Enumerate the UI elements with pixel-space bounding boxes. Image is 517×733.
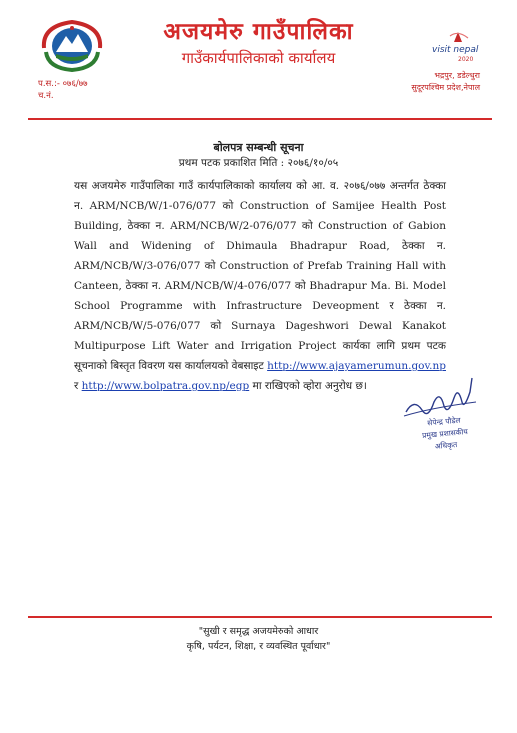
patra-sankhya: प.स.:- ०७६/७७ (38, 79, 88, 89)
footer-motto (0, 624, 517, 654)
office-subtitle: गाउँकार्यपालिकाको कार्यालय (181, 49, 336, 67)
visit-nepal-text: visit nepal (432, 45, 479, 55)
signatory-role: प्रमुख प्रशासकीय अधिकृत (421, 427, 469, 451)
signatory-name: सेपेन्द्र पौडेल (426, 415, 461, 428)
address-block (380, 70, 480, 94)
address-line-2: सुदूरपश्चिम प्रदेश,नेपाल (411, 83, 480, 92)
office-title: अजयमेरु गाउँपालिका (163, 19, 354, 45)
motto-line-1: "सुखी र समृद्ध अजयमेरुको आधार (198, 626, 319, 637)
signatory-block (409, 413, 482, 455)
address-line-1: भद्रपुर, डडेल्धुरा (434, 71, 480, 80)
header-divider (28, 118, 492, 120)
publish-date: प्रथम पटक प्रकाशित मिति : २०७६/१०/०५ (178, 157, 339, 169)
motto-line-2: कृषि, पर्यटन, शिक्षा, र व्यवस्थित पूर्वाधार" (186, 641, 331, 652)
website-link-ajayameru[interactable]: http://www.ajayamerumun.gov.np (267, 360, 446, 372)
chalani-number: च.नं. (38, 91, 54, 101)
visit-nepal-year: 2020 (458, 56, 474, 63)
notice-heading: बोलपत्र सम्बन्धी सूचना (213, 141, 304, 154)
notice-body (74, 176, 446, 396)
reference-block (38, 78, 88, 102)
website-link-bolpatra[interactable]: http://www.bolpatra.gov.np/egp (81, 380, 250, 392)
closing-text: मा राखिएको व्होरा अनुरोध छ। (252, 380, 367, 392)
visit-nepal-icon (428, 28, 488, 66)
footer-divider (28, 616, 492, 618)
connector-text: र (74, 380, 79, 392)
visit-nepal-logo (428, 28, 488, 66)
notice-body-text: यस अजयमेरु गाउँपालिका गाउँ कार्यपालिकाको कार्यालय को आ. व. २०७६/०७७ अन्तर्गत ठेक्का न. ARM/NCB/W/1-076/077 को Construction of Samijee Health Post Building, ठेक्का न. ARM/NCB/W/2-076/077 को Construction of Gabion Wall and Widening of Dhimaula Bhadrapur Road, ठेक्का न. ARM/NCB/W/3-076/077 को Construction of Prefab Training Hall with Canteen, ठेक्का न. ARM/NCB/W/4-076/077 को Bhadrapur Ma. Bi. Model School Programme with Infrastructure Deveopment र ठेक्का न. ARM/NCB/W/5-076/077 को Surnaya Dageshwori Dewal Kanakot Multipurpose Lift Water and Irrigation Project कार्यका लागि प्रथम पटक सूचनाको बिस्तृत विवरण यस कार्यालयको वेबसाइट (74, 180, 446, 372)
